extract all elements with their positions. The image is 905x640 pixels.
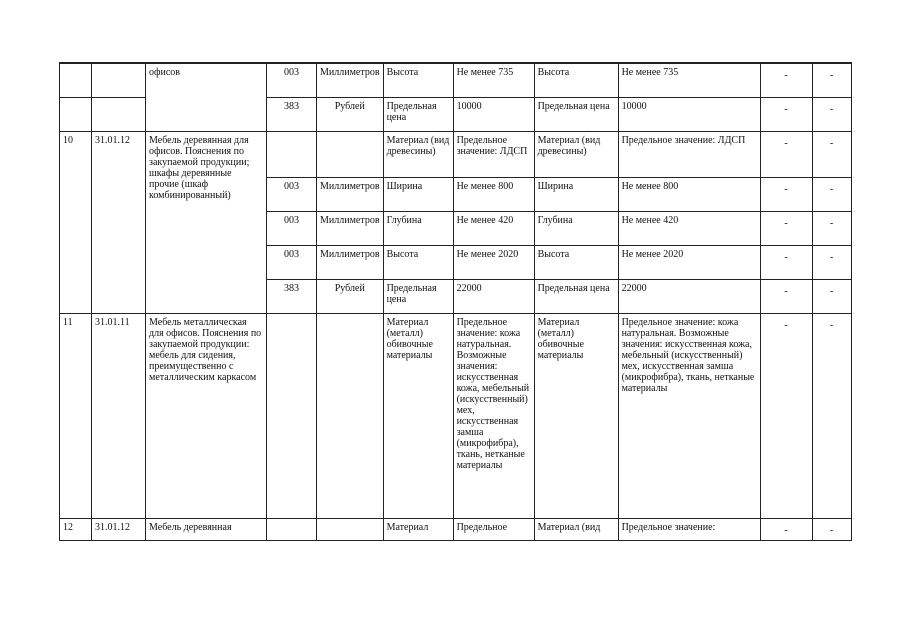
item-name: Мебель деревянная [146, 518, 267, 540]
dash-cell: - [760, 211, 812, 245]
item-name: Мебель металлическая для офисов. Пояснения по закупаемой продукции: мебель для сидения, преимущественно с металлическим каркасом [146, 313, 267, 518]
characteristic: Материал [383, 518, 453, 540]
characteristic: Материал (металл) обивочные материалы [383, 313, 453, 518]
unit-code [267, 131, 317, 177]
unit-name [317, 313, 384, 518]
characteristic-value: 22000 [618, 279, 760, 313]
characteristic-value: Предельное значение: ЛДСП [453, 131, 534, 177]
characteristic: Материал (вид [534, 518, 618, 540]
characteristic: Высота [534, 245, 618, 279]
characteristic: Предельная цена [534, 279, 618, 313]
table-row [60, 313, 852, 518]
unit-code: 003 [267, 63, 317, 97]
dash-cell: - [812, 245, 851, 279]
unit-code [267, 518, 317, 540]
characteristic-value: 10000 [618, 97, 760, 131]
dash-cell: - [812, 131, 851, 177]
dash-cell: - [812, 211, 851, 245]
characteristic: Высота [534, 63, 618, 97]
unit-code: 003 [267, 211, 317, 245]
item-name: офисов [146, 63, 267, 131]
characteristic: Предельная цена [383, 97, 453, 131]
row-number: 11 [60, 313, 92, 518]
okpd-code: 31.01.12 [92, 131, 146, 313]
dash-cell: - [760, 177, 812, 211]
characteristic-value: Не менее 420 [618, 211, 760, 245]
dash-cell: - [760, 97, 812, 131]
unit-name: Рублей [317, 279, 384, 313]
dash-cell: - [760, 131, 812, 177]
dash-cell: - [812, 279, 851, 313]
characteristic-value: Не менее 735 [618, 63, 760, 97]
characteristic-value: Предельное значение: кожа натуральная. Возможные значения: искусственная кожа, мебельный (искусственный) мех, искусственная замша (микрофибра), ткань, нетканые материалы [618, 313, 760, 518]
unit-name: Миллиметров [317, 245, 384, 279]
okpd-code: 31.01.12 [92, 518, 146, 540]
dash-cell: - [812, 177, 851, 211]
characteristic-value: Не менее 800 [453, 177, 534, 211]
characteristic-value: Не менее 420 [453, 211, 534, 245]
unit-code: 003 [267, 177, 317, 211]
row-number [60, 97, 92, 131]
unit-name: Миллиметров [317, 63, 384, 97]
characteristic: Предельная цена [534, 97, 618, 131]
dash-cell: - [760, 245, 812, 279]
characteristic: Материал (вид древесины) [383, 131, 453, 177]
characteristic: Высота [383, 63, 453, 97]
row-number [60, 63, 92, 97]
characteristic-value: 10000 [453, 97, 534, 131]
dash-cell: - [760, 63, 812, 97]
dash-cell: - [812, 97, 851, 131]
characteristic-value: Не менее 800 [618, 177, 760, 211]
row-number: 10 [60, 131, 92, 313]
characteristic: Материал (вид древесины) [534, 131, 618, 177]
dash-cell: - [760, 518, 812, 540]
table-row [60, 63, 852, 97]
table-row [60, 518, 852, 540]
characteristic: Глубина [534, 211, 618, 245]
characteristic-value: Не менее 735 [453, 63, 534, 97]
characteristic: Высота [383, 245, 453, 279]
row-number: 12 [60, 518, 92, 540]
characteristic-value: 22000 [453, 279, 534, 313]
characteristic-value: Предельное значение: [618, 518, 760, 540]
characteristic: Ширина [383, 177, 453, 211]
unit-name: Рублей [317, 97, 384, 131]
okpd-code [92, 63, 146, 97]
unit-name [317, 518, 384, 540]
item-name: Мебель деревянная для офисов. Пояснения по закупаемой продукции; шкафы деревянные прочие (шкаф комбинированный) [146, 131, 267, 313]
characteristic-value: Не менее 2020 [618, 245, 760, 279]
table-row [60, 131, 852, 177]
specification-table [59, 62, 852, 541]
characteristic: Предельная цена [383, 279, 453, 313]
dash-cell: - [812, 63, 851, 97]
unit-name: Миллиметров [317, 211, 384, 245]
characteristic: Ширина [534, 177, 618, 211]
unit-code: 383 [267, 97, 317, 131]
okpd-code: 31.01.11 [92, 313, 146, 518]
characteristic: Глубина [383, 211, 453, 245]
unit-code: 003 [267, 245, 317, 279]
characteristic-value: Предельное значение: кожа натуральная. Возможные значения: искусственная кожа, мебельный (искусственный) мех, искусственная замша (микрофибра), ткань, нетканые материалы [453, 313, 534, 518]
unit-code [267, 313, 317, 518]
dash-cell: - [760, 313, 812, 518]
dash-cell: - [812, 313, 851, 518]
characteristic-value: Не менее 2020 [453, 245, 534, 279]
characteristic: Материал (металл) обивочные материалы [534, 313, 618, 518]
unit-name: Миллиметров [317, 177, 384, 211]
dash-cell: - [812, 518, 851, 540]
unit-code: 383 [267, 279, 317, 313]
dash-cell: - [760, 279, 812, 313]
characteristic-value: Предельное [453, 518, 534, 540]
okpd-code [92, 97, 146, 131]
unit-name [317, 131, 384, 177]
characteristic-value: Предельное значение: ЛДСП [618, 131, 760, 177]
